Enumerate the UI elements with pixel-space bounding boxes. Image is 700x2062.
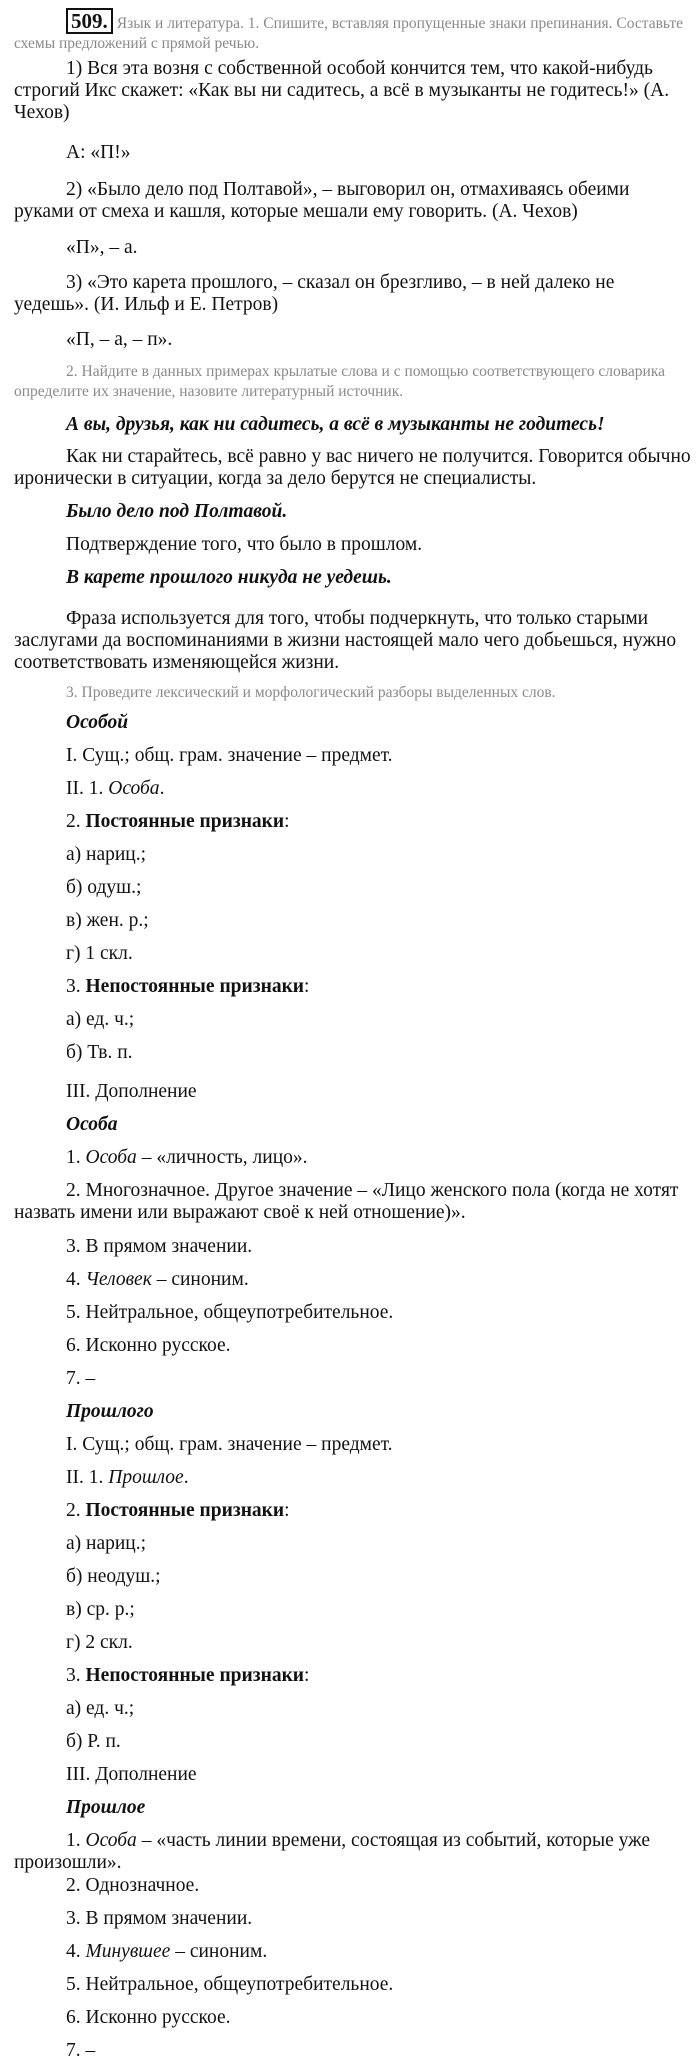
lexical-2-synonym — [66, 1941, 686, 1963]
lexical-number: 4. — [66, 1269, 86, 1290]
feature-number: 2. — [66, 811, 86, 832]
analysis-1-var-item: б) Тв. п. — [66, 1042, 133, 1063]
lexical-1-polysemy: 2. Многозначное. Другое значение – «Лицо женского пола (когда не хотят назвать имени или выражают своё к ней отношение)». — [14, 1180, 679, 1223]
analysis-2-const-item: г) 2 скл. — [66, 1632, 133, 1653]
feature-label: Постоянные признаки — [85, 1500, 285, 1521]
lexical-1-style: 5. Нейтральное, общеупотребительное. — [66, 1302, 394, 1323]
synonym-word: Минувшее — [85, 1941, 171, 1962]
lexical-2-meaning — [14, 1830, 694, 1874]
phrase-2: Было дело под Полтавой. — [66, 501, 288, 522]
analysis-2-word: Прошлого — [66, 1401, 154, 1422]
lexical-1-word: Особа — [66, 1114, 118, 1135]
analysis-1-initial-form — [66, 778, 686, 800]
scheme-1: А: «П!» — [66, 142, 131, 163]
analysis-2-constant-features — [66, 1500, 686, 1522]
analysis-2-const-item: б) неодуш.; — [66, 1566, 161, 1587]
feature-label: Непостоянные признаки — [85, 1665, 305, 1686]
analysis-1-var-item: а) ед. ч.; — [66, 1009, 135, 1030]
initial-form-suffix: . — [159, 778, 165, 799]
task-1-instruction — [14, 8, 694, 54]
initial-form-word: Прошлое — [108, 1467, 184, 1488]
lexical-2-word: Прошлое — [66, 1797, 146, 1818]
analysis-1-const-item: в) жен. р.; — [66, 910, 149, 931]
analysis-1-const-item: а) нариц.; — [66, 844, 147, 865]
task-2-instruction: 2. Найдите в данных примерах крылатые слова и с помощью соответствующего словарика определите их значение, назовите литературный источник. — [14, 363, 666, 400]
sentence-3: 3) «Это карета прошлого, – сказал он брезгливо, – в ней далеко не уедешь». (И. Ильф и Е. Петров) — [14, 272, 615, 315]
synonym-label: – синоним. — [151, 1269, 249, 1290]
lexical-definition: – «личность, лицо». — [136, 1147, 308, 1168]
analysis-2-initial-form — [66, 1467, 686, 1489]
analysis-1-const-item: б) одуш.; — [66, 877, 142, 898]
initial-form-suffix: . — [183, 1467, 189, 1488]
lexical-2-item-7: 7. – — [66, 2040, 96, 2061]
analysis-1-variable-features — [66, 976, 686, 998]
feature-label: Постоянные признаки — [85, 811, 285, 832]
task-3-instruction: 3. Проведите лексический и морфологический разборы выделенных слов. — [66, 684, 556, 701]
analysis-2-var-item: б) Р. п. — [66, 1731, 121, 1752]
phrase-3: В карете прошлого никуда не уедешь. — [66, 567, 392, 588]
lexical-number: 1. — [66, 1830, 86, 1851]
lexical-1-origin: 6. Исконно русское. — [66, 1335, 231, 1356]
phrase-2-meaning: Подтверждение того, что было в прошлом. — [66, 534, 423, 555]
lexical-2-direct-meaning: 3. В прямом значении. — [66, 1908, 253, 1929]
lexical-definition: – «часть линии времени, состоящая из событий, которые уже произошли». — [14, 1830, 651, 1873]
lexical-1-item-7: 7. – — [66, 1368, 96, 1389]
analysis-2-var-item: а) ед. ч.; — [66, 1698, 135, 1719]
analysis-1-part-of-speech: I. Сущ.; общ. грам. значение – предмет. — [66, 745, 393, 766]
analysis-1-word: Особой — [66, 712, 129, 733]
analysis-2-part-of-speech: I. Сущ.; общ. грам. значение – предмет. — [66, 1434, 393, 1455]
analysis-2-const-item: а) нариц.; — [66, 1533, 147, 1554]
feature-number: 3. — [66, 976, 86, 997]
lexical-number: 4. — [66, 1941, 86, 1962]
analysis-1-constant-features — [66, 811, 686, 833]
synonym-word: Человек — [85, 1269, 152, 1290]
initial-form-word: Особа — [108, 778, 160, 799]
feature-colon: : — [304, 1665, 310, 1686]
lexical-1-meaning — [66, 1147, 686, 1169]
feature-number: 2. — [66, 1500, 86, 1521]
lexical-2-style: 5. Нейтральное, общеупотребительное. — [66, 1974, 394, 1995]
analysis-2-syntactic-role: III. Дополнение — [66, 1764, 197, 1785]
initial-form-prefix: II. 1. — [66, 778, 109, 799]
feature-number: 3. — [66, 1665, 86, 1686]
analysis-1-syntactic-role: III. Дополнение — [66, 1081, 197, 1102]
lexical-2-origin: 6. Исконно русское. — [66, 2007, 231, 2028]
feature-colon: : — [284, 1500, 290, 1521]
analysis-1-const-item: г) 1 скл. — [66, 943, 133, 964]
phrase-3-meaning: Фраза используется для того, чтобы подчеркнуть, что только старыми заслугами да воспоминаниями в жизни настоящей мало чего добьешься, нужно соответствовать изменяющейся жизни. — [14, 608, 677, 673]
initial-form-prefix: II. 1. — [66, 1467, 109, 1488]
lexical-2-polysemy: 2. Однозначное. — [66, 1875, 200, 1896]
sentence-1: 1) Вся эта возня с собственной особой кончится тем, что какой-нибудь строгий Икс скажет: «Как вы ни садитесь, а всё в музыканты не годитесь!» (А. Чехов) — [14, 58, 670, 123]
scheme-3: «П, – а, – п». — [66, 329, 173, 350]
lexical-1-synonym — [66, 1269, 686, 1291]
lexical-word: Особа — [85, 1830, 137, 1851]
feature-colon: : — [304, 976, 310, 997]
task-1-text: Язык и литература. 1. Спишите, вставляя пропущенные знаки препинания. Составьте схемы предложений с прямой речью. — [14, 15, 684, 52]
sentence-2: 2) «Было дело под Полтавой», – выговорил он, отмахиваясь обеими руками от смеха и кашля, которые мешали ему говорить. (А. Чехов) — [14, 179, 630, 222]
feature-colon: : — [284, 811, 290, 832]
analysis-2-const-item: в) ср. р.; — [66, 1599, 135, 1620]
feature-label: Непостоянные признаки — [85, 976, 305, 997]
lexical-word: Особа — [85, 1147, 137, 1168]
phrase-1-meaning: Как ни старайтесь, всё равно у вас ничего не получится. Говорится обычно иронически в ситуации, когда за дело берутся не специалисты. — [14, 446, 691, 489]
exercise-number: 509. — [66, 8, 113, 34]
phrase-1: А вы, друзья, как ни садитесь, а всё в музыканты не годитесь! — [66, 414, 605, 435]
scheme-2: «П», – а. — [66, 237, 138, 258]
lexical-1-direct-meaning: 3. В прямом значении. — [66, 1236, 253, 1257]
analysis-2-variable-features — [66, 1665, 686, 1687]
lexical-number: 1. — [66, 1147, 86, 1168]
synonym-label: – синоним. — [170, 1941, 268, 1962]
